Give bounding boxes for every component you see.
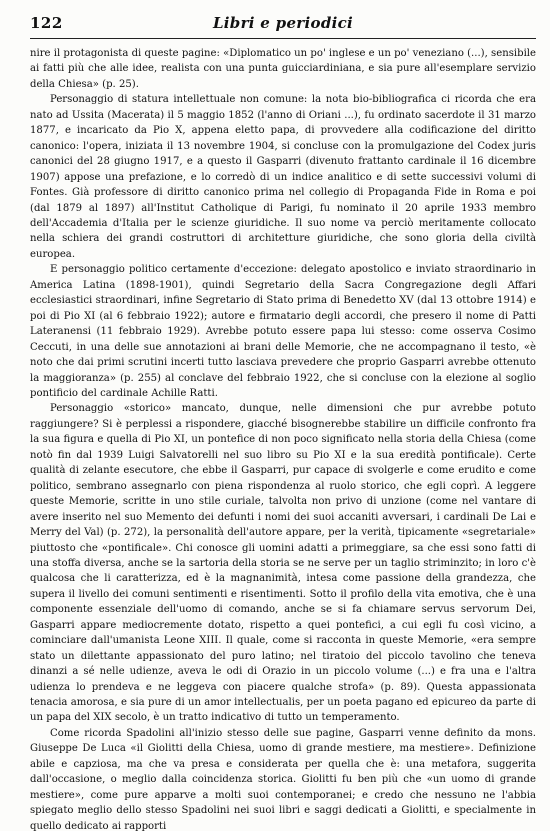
page-header (30, 10, 536, 39)
paragraph: E personaggio politico certamente d'eccezione: delegato apostolico e inviato straordinario in America Latina (1898-1901), quindi Segretario della Sacra Congregazione degli Affari ecclesiastici straordinari, infine Segretario di Stato prima di Benedetto XV (dal 13 ottobre 1914) e poi di Pio XI (al 6 febbraio 1922); autore e firmatario degli accordi, che presero il nome di Patti Lateranensi (11 febbraio 1929). Avrebbe potuto essere papa lui stesso: come osserva Cosimo Ceccuti, in una delle sue annotazioni ai brani delle Memorie, che ne accompagnano il testo, «è noto che dai primi scrutini incerti tutto lasciava prevedere che proprio Gasparri avrebbe ottenuto la maggioranza» (p. 255) al conclave del febbraio 1922, che si concluse con la elezione al soglio pontificio del cardinale Achille Ratti. (30, 264, 536, 399)
running-title: Libri e periodici (212, 14, 354, 32)
paragraph: Personaggio «storico» mancato, dunque, nelle dimensioni che pur avrebbe potuto raggiungere? Si è perplessi a rispondere, giacché bisognerebbe stabilire un difficile confronto fra la sua figura e quella di Pio XI, un pontefice di non poco significato nella storia della Chiesa (come notò fin dal 1939 Luigi Salvatorelli nel suo libro su Pio XI e la sua eredità pontificale). Certe qualità di zelante esecutore, che ebbe il Gasparri, pur capace di svolgerle e come erudito e come politico, sembrano assegnarlo con piena rispondenza al ruolo storico, che egli coprì. A leggere queste Memorie, scritte in uno stile curiale, talvolta non privo di unzione (come nel vantare di avere inserito nel suo Memento dei defunti i nomi dei suoi accaniti avversari, i cardinali De Lai e Merry del Val) (p. 272), la personalità dell'autore appare, per la verità, tipicamente «segretariale» piuttosto che «pontificale». Chi conosce gli uomini adatti a primeggiare, sa che essi sono fatti di una stoffa diversa, anche se la sartoria della storia se ne serve per un taglio striminzito; in loro c'è qualcosa che li caratterizza, ed è la magnanimità, intesa come passione della grandezza, che supera il livello dei comuni sentimenti e risentimenti. Sotto il profilo della vita emotiva, che è una componente essenziale dell'uomo di comando, anche se si fa chiamare servus servorum Dei, Gasparri appare mediocremente dotato, rispetto a quei pontefici, a cui egli fu così vicino, a cominciare dall'umanista Leone XIII. Il quale, come si racconta in queste Memorie, «era sempre stato un dilettante appassionato del puro latino; nel tiratoio del piccolo tavolino che teneva dinanzi a sé nelle udienze, aveva le odi di Orazio in un piccolo volume (...) e fra una e l'altra udienza lo prendeva e ne leggeva con piacere qualche strofa» (p. 89). Questa appassionata tenacia amorosa, e sia pure di un amor intellectualis, per un poeta pagano ed epicureo da parte di un papa del XIX secolo, è un tratto indicativo di tutto un temperamento. (30, 403, 536, 724)
page-number: 122 (30, 14, 63, 32)
paragraph: Come ricorda Spadolini all'inizio stesso delle sue pagine, Gasparri venne definito da mons. Giuseppe De Luca «il Giolitti della Chiesa, uomo di grande mestiere, ma mestiere». Definizione abile e capziosa, ma che va presa e considerata per quella che è: una metafora, suggerita dall'occasione, o meglio dalla coincidenza storica. Giolitti fu ben più che «un uomo di grande mestiere», come pure apparve a molti suoi contemporanei; e credo che nessuno ne l'abbia spiegato meglio dello stesso Spadolini nei suoi libri e saggi dedicati a Giolitti, e specialmente in quello dedicato ai rapporti (30, 727, 536, 832)
paragraph: Personaggio di statura intellettuale non comune: la nota bio-bibliografica ci ricorda che era nato ad Ussita (Macerata) il 5 maggio 1852 (l'anno di Oriani ...), fu ordinato sacerdote il 31 marzo 1877, e incaricato da Pio X, appena eletto papa, di provvedere alla codificazione del diritto canonico: l'opera, iniziata il 13 novembre 1904, si concluse con la promulgazione del Codex juris canonici del 28 giugno 1917, e a questo il Gasparri (divenuto frattanto cardinale il 16 dicembre 1907) appose una prefazione, e lo corredò di un indice analitico e di sette successivi volumi di Fontes. Già professore di diritto canonico prima nel collegio di Propaganda Fide in Roma e poi (dal 1879 al 1897) all'Institut Catholique di Parigi, fu nominato il 20 aprile 1933 membro dell'Accademia d'Italia per le scienze giuridiche. Il suo nome va perciò meritamente collocato nella schiera dei grandi costruttori di architetture giuridiche, che sono gloria della civiltà europea. (30, 94, 536, 260)
paragraph: nire il protagonista di queste pagine: «Diplomatico un po' inglese e un po' veneziano (...), sensibile ai fatti più che alle idee, realista con una punta guicciardiniana, e sia pure all'esemplare servizio della Chiesa» (p. 25). (30, 48, 536, 90)
body-text (30, 46, 536, 834)
